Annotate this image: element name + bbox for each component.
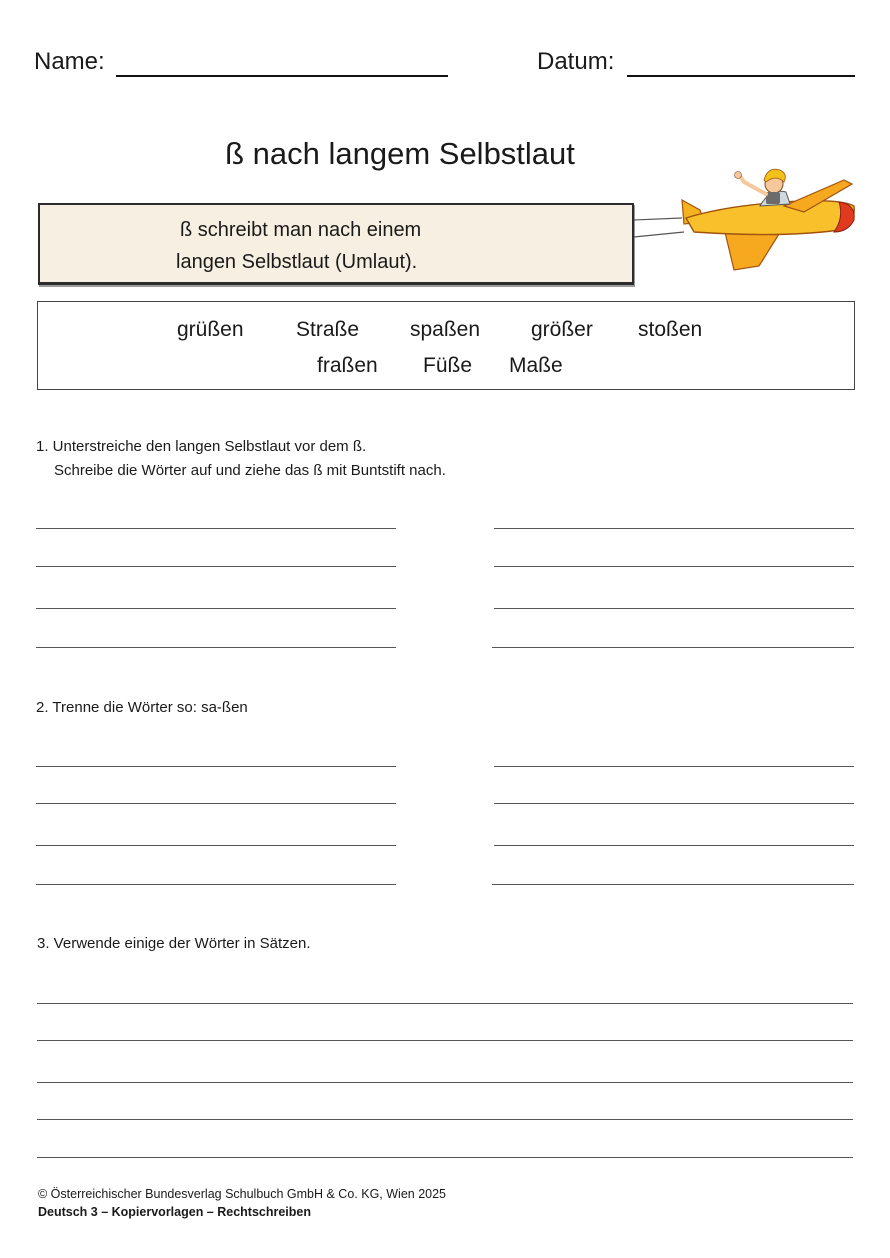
task-3-instruction: 3. Verwende einige der Wörter in Sätzen.	[37, 935, 311, 952]
writing-line[interactable]	[36, 845, 396, 846]
writing-line[interactable]	[494, 528, 854, 529]
airplane-with-child-icon	[634, 162, 856, 274]
task-2-instruction: 2. Trenne die Wörter so: sa-ßen	[36, 699, 248, 716]
copyright-notice: © Österreichischer Bundesverlag Schulbuch GmbH & Co. KG, Wien 2025	[38, 1187, 447, 1201]
writing-line[interactable]	[37, 1040, 853, 1041]
word-item: fraßen	[317, 354, 378, 377]
task-1-instruction-2: Schreibe die Wörter auf und ziehe das ß mit Buntstift nach.	[54, 462, 446, 479]
writing-line[interactable]	[37, 1157, 853, 1158]
writing-line[interactable]	[494, 608, 854, 609]
writing-line[interactable]	[37, 1003, 853, 1004]
word-item: Maße	[509, 354, 563, 377]
writing-line[interactable]	[36, 766, 396, 767]
word-item: größer	[531, 318, 593, 341]
writing-line[interactable]	[36, 803, 396, 804]
rule-banner	[38, 203, 634, 285]
writing-line[interactable]	[494, 566, 854, 567]
page-title: ß nach langem Selbstlaut	[225, 136, 575, 171]
writing-line[interactable]	[494, 845, 854, 846]
writing-line[interactable]	[37, 1119, 853, 1120]
word-item: Straße	[296, 318, 360, 341]
word-item: stoßen	[638, 318, 703, 341]
writing-line[interactable]	[36, 608, 396, 609]
writing-line[interactable]	[37, 1082, 853, 1083]
date-field[interactable]	[627, 75, 855, 77]
writing-line[interactable]	[492, 647, 854, 648]
writing-line[interactable]	[494, 803, 854, 804]
writing-line[interactable]	[492, 884, 854, 885]
task-1-instruction: 1. Unterstreiche den langen Selbstlaut vor dem ß.	[36, 438, 367, 455]
writing-line[interactable]	[494, 766, 854, 767]
rule-line-1: ß schreibt man nach einem	[180, 219, 422, 241]
writing-line[interactable]	[36, 647, 396, 648]
writing-line[interactable]	[36, 566, 396, 567]
writing-line[interactable]	[36, 884, 396, 885]
writing-line[interactable]	[36, 528, 396, 529]
word-item: Füße	[423, 354, 473, 377]
date-label: Datum:	[537, 48, 615, 75]
word-item: spaßen	[410, 318, 481, 341]
word-item: grüßen	[177, 318, 244, 341]
series-title: Deutsch 3 – Kopiervorlagen – Rechtschreiben	[38, 1205, 312, 1219]
name-field[interactable]	[116, 75, 448, 77]
word-list-box	[37, 301, 855, 390]
name-label: Name:	[34, 48, 105, 75]
rule-line-2: langen Selbstlaut (Umlaut).	[176, 251, 418, 273]
